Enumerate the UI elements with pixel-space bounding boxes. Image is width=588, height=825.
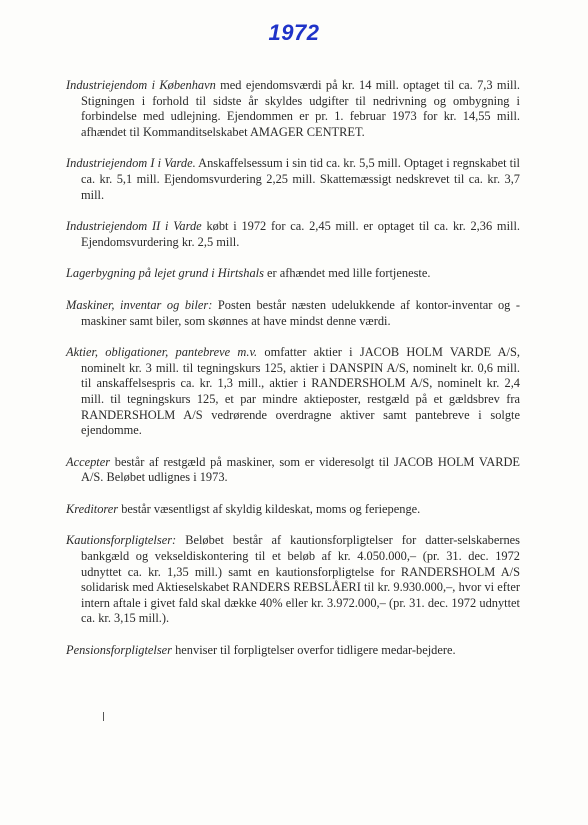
note-text: består af restgæld på maskiner, som er videresolgt til JACOB HOLM VARDE A/S. Beløbet udlignes i 1973. <box>81 454 520 485</box>
note-heading: Kreditorer <box>66 501 119 516</box>
note-item <box>66 266 520 282</box>
note-heading: Industriejendom i København <box>66 78 216 92</box>
note-item <box>66 345 520 439</box>
note-heading: Industriejendom I i Varde. <box>66 156 196 171</box>
note-text: med ejendomsværdi på kr. 14 mill. optaget til ca. 7,3 mill. Stigningen i forhold til sidste år skyldes udgifter til nedrivning og ombygning i forbindelse med udlejning. Ejendommen er pr. 1. februar 1973 for kr. 14,55 mill. afhændet til Kommanditselskabet AMAGER CENTRET. <box>81 78 520 139</box>
note-heading: Maskiner, inventar og biler: <box>66 297 213 312</box>
note-heading: Accepter <box>66 454 111 469</box>
note-item <box>66 533 520 627</box>
margin-mark <box>103 712 104 721</box>
note-item <box>66 78 520 140</box>
page-year-title: 1972 <box>268 20 320 45</box>
note-text: Beløbet består af kautionsforpligtelser for datter-selskabernes bankgæld og vekseldiskontering til et beløb af kr. 4.050.000,– (pr. 31. dec. 1972 udnyttet ca. kr. 1,35 mill.) samt en kautionsforpligtelse for RANDERSHOLM A/S solidarisk med Aktieselskabet RANDERS REBSLÅERI til kr. 9.930.000,–, hvor vi efter intern aftale i givet fald skal dække 40% eller kr. 3.972.000,– (pr. 31. dec. 1972 udnyttet ca. kr. 3,15 mill.). <box>81 533 520 626</box>
note-item <box>66 502 520 518</box>
note-text: omfatter aktier i JACOB HOLM VARDE A/S, nominelt kr. 3 mill. til tegningskurs 125, aktier i DANSPIN A/S, nominelt kr. 0,6 mill. til anskaffelsespris ca. kr. 1,3 mill., aktier i RANDERSHOLM A/S, nominelt kr. 2,4 mill. til tegningskurs 125, et par mindre aktieposter, restgæld på et gældsbrev fra RANDERSHOLM A/S vedrørende overdragne aktiver samt pantebreve i solgte ejendomme. <box>81 345 520 438</box>
note-text: Posten består næsten udelukkende af kontor-inventar og -maskiner samt biler, som skønnes at have mindst denne værdi. <box>81 297 520 328</box>
note-heading: Lagerbygning på lejet grund i Hirtshals <box>66 266 264 281</box>
note-item <box>66 219 520 250</box>
note-text: består væsentligst af skyldig kildeskat, moms og feriepenge. <box>118 501 421 516</box>
note-text: er afhændet med lille fortjeneste. <box>263 266 431 281</box>
note-item <box>66 643 520 659</box>
notes-list <box>66 78 520 659</box>
note-item <box>66 156 520 203</box>
note-text: Anskaffelsessum i sin tid ca. kr. 5,5 mill. Optaget i regnskabet til ca. kr. 5,1 mill. Ejendomsvurdering 2,25 mill. Skattemæssigt nedskrevet til ca. kr. 3,7 mill. <box>81 156 521 202</box>
note-heading: Aktier, obligationer, pantebreve m.v. <box>66 345 258 360</box>
note-heading: Kautionsforpligtelser: <box>66 533 177 548</box>
note-text: købt i 1972 for ca. 2,45 mill. er optaget til ca. kr. 2,36 mill. Ejendomsvurdering kr. 2,5 mill. <box>81 219 520 249</box>
note-item <box>66 298 520 329</box>
note-text: henviser til forpligtelser overfor tidligere medar-bejdere. <box>172 643 456 658</box>
note-heading: Pensionsforpligtelser <box>66 643 173 658</box>
note-heading: Industriejendom II i Varde <box>66 219 202 234</box>
note-item <box>66 455 520 486</box>
